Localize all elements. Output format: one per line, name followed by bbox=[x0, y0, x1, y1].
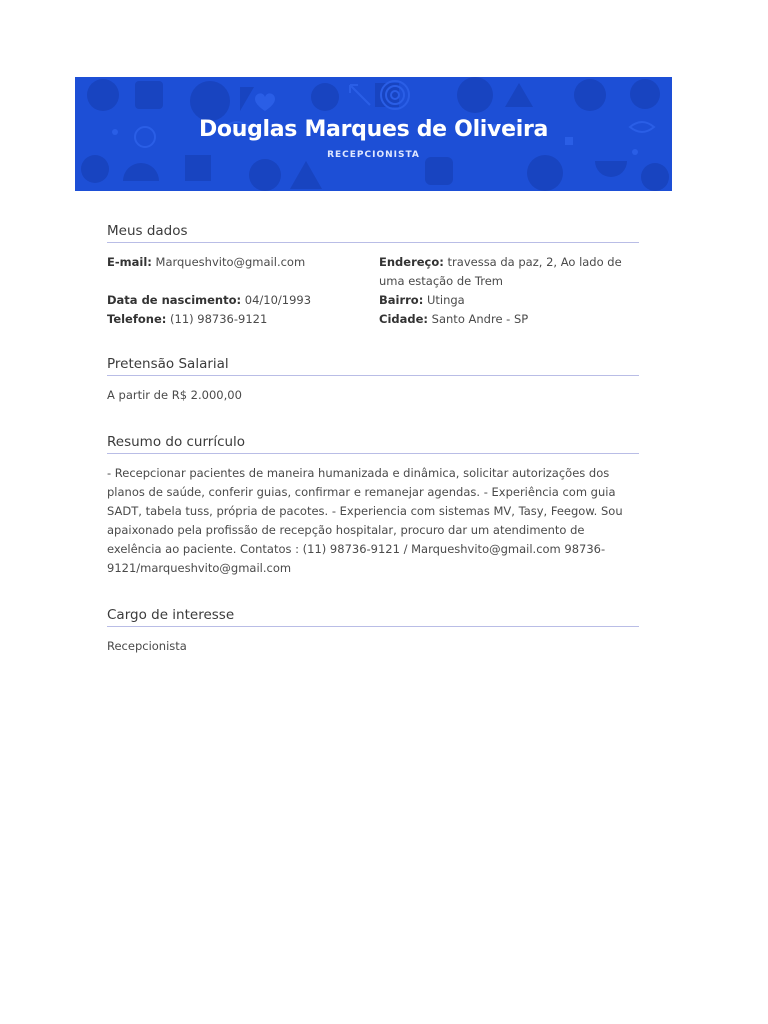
resume-content bbox=[107, 222, 639, 656]
district-value: Utinga bbox=[426, 293, 465, 307]
section-resumo bbox=[107, 433, 639, 578]
city-value: Santo Andre - SP bbox=[431, 312, 529, 326]
birthdate-value: 04/10/1993 bbox=[244, 293, 312, 307]
birthdate-label: Data de nascimento: bbox=[107, 293, 242, 307]
email-value: Marqueshvito@gmail.com bbox=[155, 255, 306, 269]
address-label: Endereço: bbox=[379, 255, 444, 269]
candidate-name: Douglas Marques de Oliveira bbox=[198, 117, 549, 142]
personal-data-columns bbox=[107, 253, 639, 329]
city-row bbox=[379, 310, 639, 329]
district-row bbox=[379, 291, 639, 310]
district-label: Bairro: bbox=[379, 293, 424, 307]
section-title-cargo: Cargo de interesse bbox=[107, 606, 639, 627]
section-meus-dados bbox=[107, 222, 639, 329]
salary-expectation: A partir de R$ 2.000,00 bbox=[107, 388, 242, 402]
candidate-role: RECEPCIONISTA bbox=[327, 150, 420, 160]
email-row bbox=[107, 253, 379, 272]
section-cargo bbox=[107, 606, 639, 656]
phone-label: Telefone: bbox=[107, 312, 167, 326]
header-banner bbox=[75, 77, 672, 191]
email-label: E-mail: bbox=[107, 255, 152, 269]
address-value: travessa da paz, 2, Ao lado de uma estação de Trem bbox=[379, 255, 622, 288]
section-pretensao-salarial bbox=[107, 355, 639, 405]
birthdate-row bbox=[107, 291, 379, 310]
personal-data-left bbox=[107, 253, 379, 329]
personal-data-right bbox=[379, 253, 639, 329]
phone-value: (11) 98736-9121 bbox=[170, 312, 268, 326]
section-title-meus-dados: Meus dados bbox=[107, 222, 639, 243]
desired-position: Recepcionista bbox=[107, 639, 187, 653]
section-title-pretensao: Pretensão Salarial bbox=[107, 355, 639, 376]
resume-summary: - Recepcionar pacientes de maneira humanizada e dinâmica, solicitar autorizações dos planos de saúde, conferir guias, confirmar e remanejar agendas. - Experiência com guia SADT, tabela tuss, própria de pacotes. - Experiencia com sistemas MV, Tasy, Feegow. Sou apaixonado pela profissão de recepção hospitalar, procuro dar um atendimento de exelência ao paciente. Contatos : (11) 98736-9121 / Marqueshvito@gmail.com 98736-9121/marqueshvito@gmail.com bbox=[107, 466, 623, 575]
city-label: Cidade: bbox=[379, 312, 429, 326]
phone-row bbox=[107, 310, 379, 329]
section-title-resumo: Resumo do currículo bbox=[107, 433, 639, 454]
address-row bbox=[379, 253, 639, 291]
